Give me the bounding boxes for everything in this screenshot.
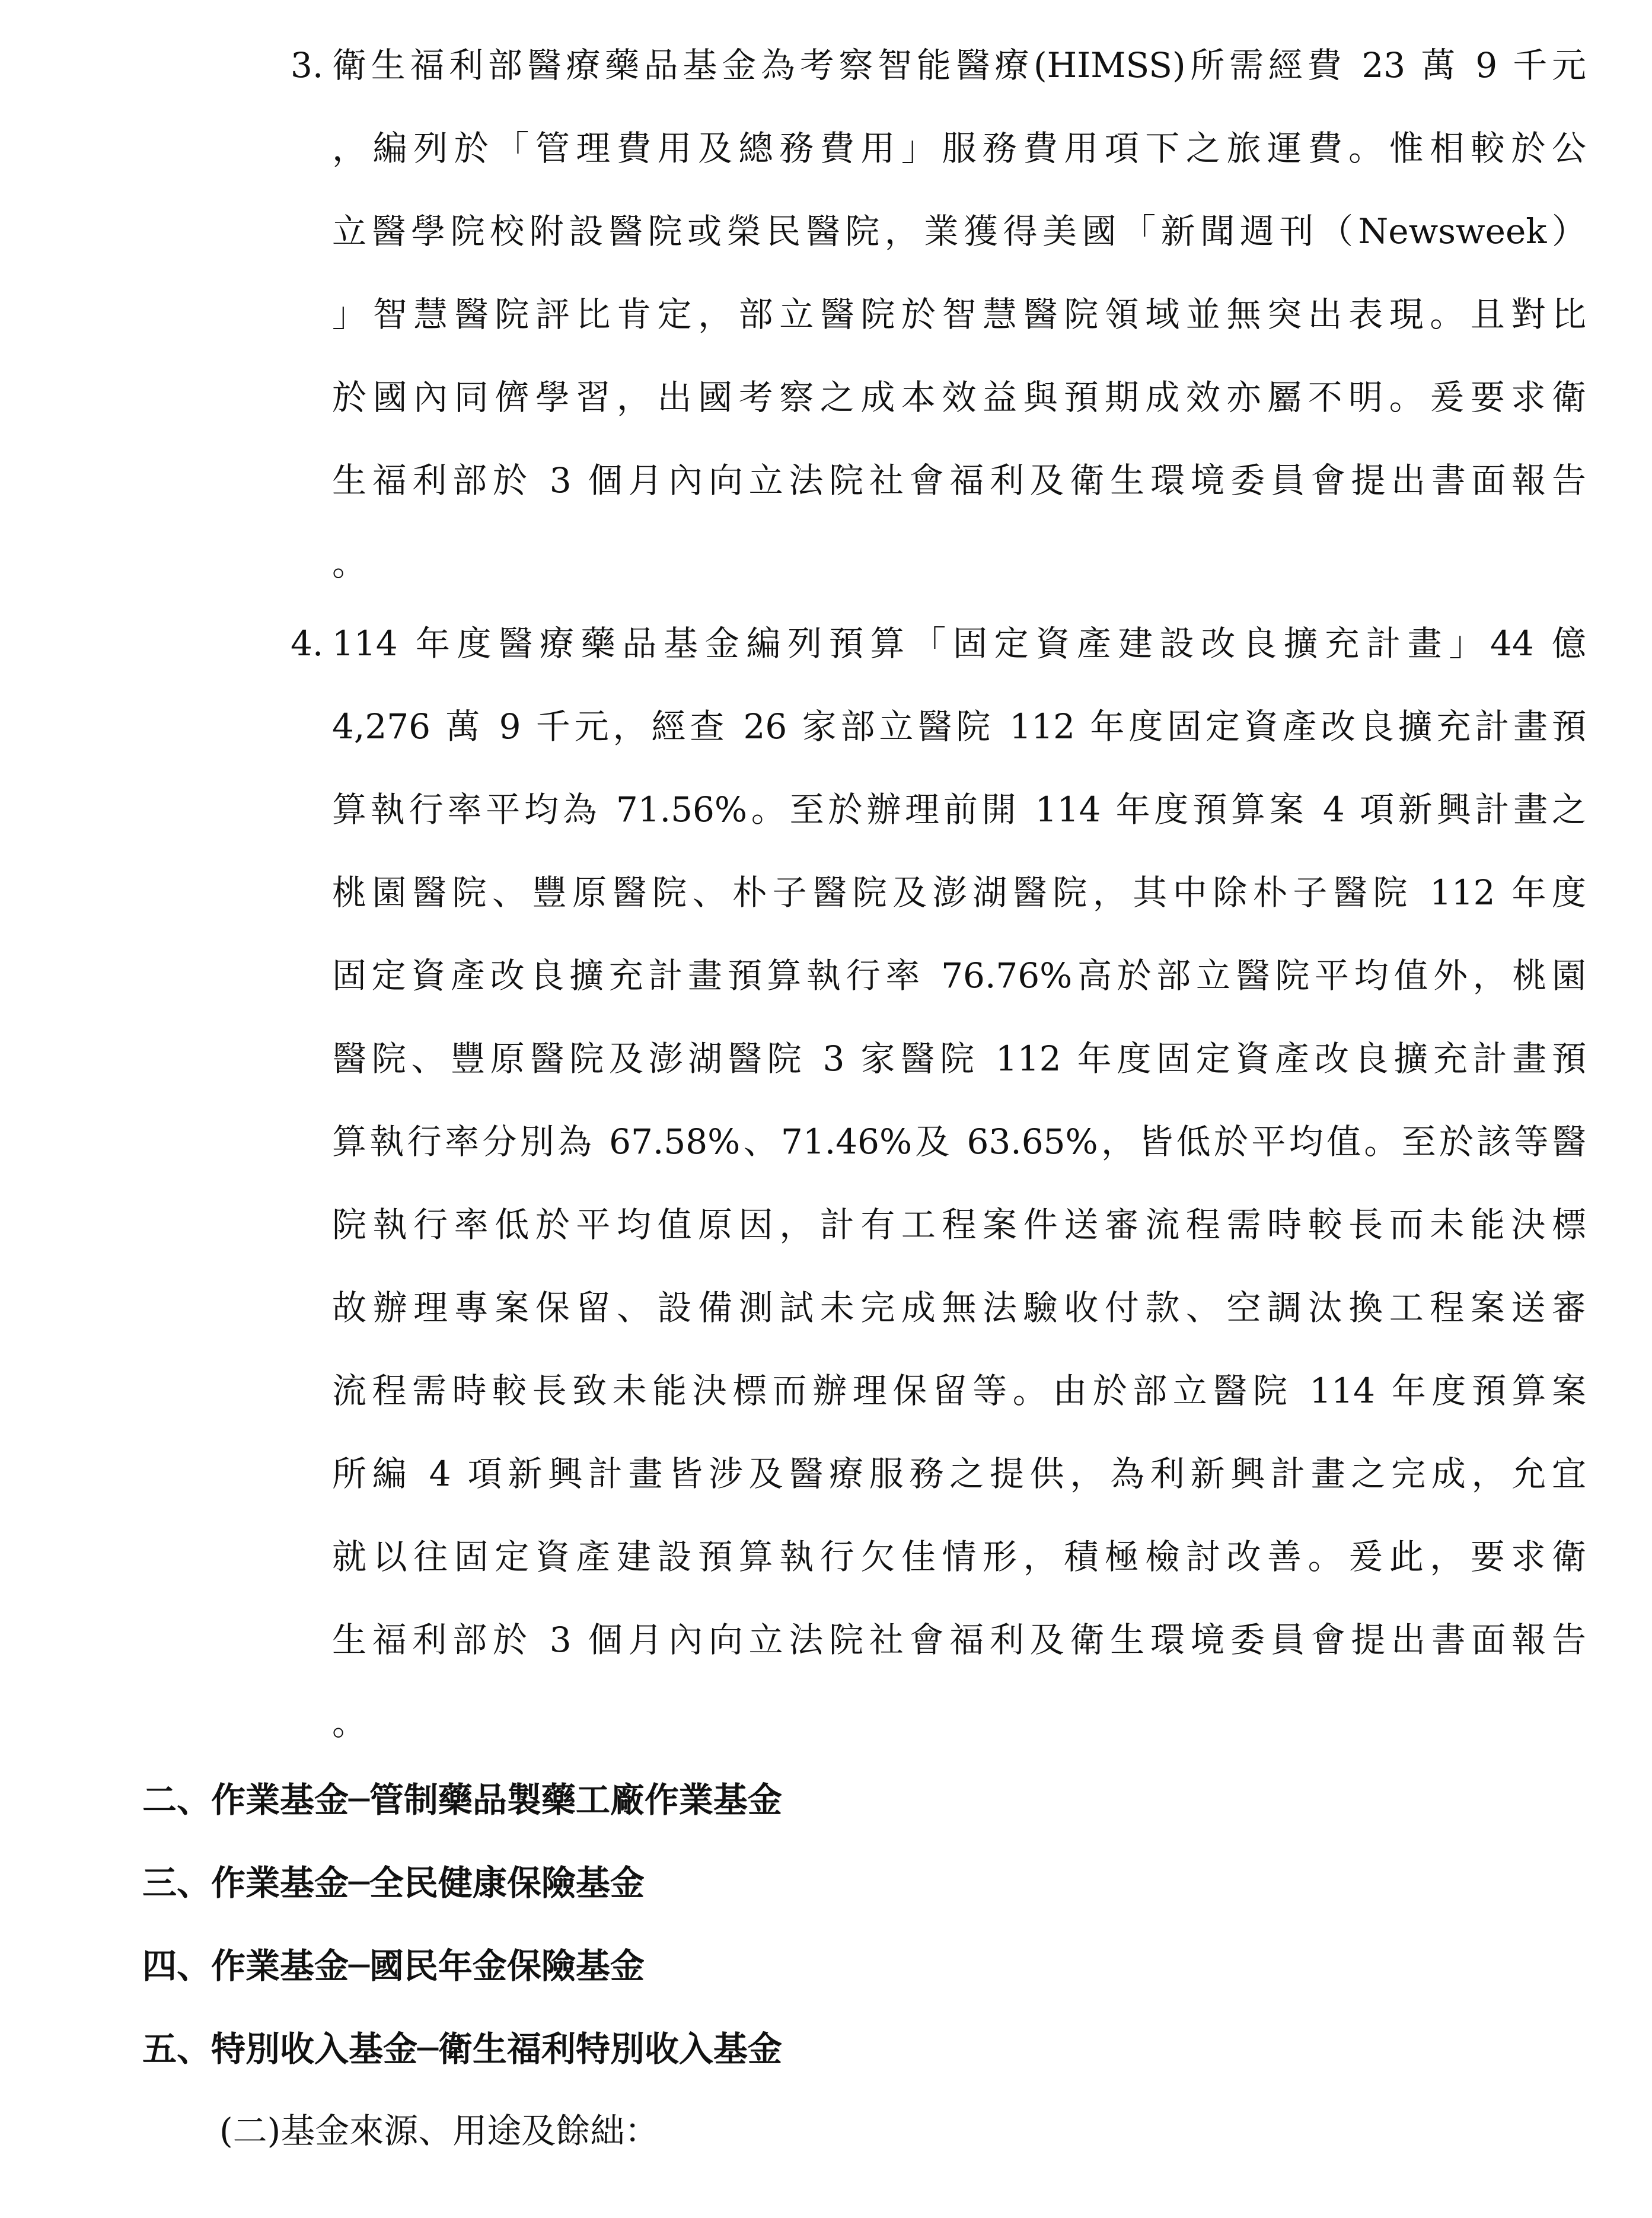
text-line: 桃園醫院、豐原醫院、朴子醫院及澎湖醫院，其中除朴子醫院 112 年度 bbox=[332, 872, 1586, 913]
text-line: 故辦理專案保留、設備測試未完成無法驗收付款、空調汰換工程案送審 bbox=[332, 1288, 1586, 1328]
text-line: 算執行率分別為 67.58%、71.46%及 63.65%，皆低於平均值。至於該等醫 bbox=[332, 1121, 1586, 1162]
resolution-item-3 bbox=[291, 24, 1586, 605]
text-line: 生福利部於 3 個月內向立法院社會福利及衛生環境委員會提出書面報告 bbox=[332, 460, 1586, 501]
text-line: 」智慧醫院評比肯定，部立醫院於智慧醫院領域並無突出表現。且對比 bbox=[332, 294, 1586, 334]
text-line: 固定資產改良擴充計畫預算執行率 76.76%高於部立醫院平均值外，桃園 bbox=[332, 955, 1586, 996]
text-line: 4,276 萬 9 千元，經查 26 家部立醫院 112 年度固定資產改良擴充計畫預 bbox=[332, 706, 1586, 747]
text-line: 於國內同儕學習，出國考察之成本效益與預期成效亦屬不明。爰要求衛 bbox=[332, 377, 1586, 418]
section-heading-4: 四、作業基金─國民年金保險基金 bbox=[142, 1946, 645, 1986]
section-heading-3: 三、作業基金─全民健康保險基金 bbox=[142, 1863, 645, 1903]
text-line: 。 bbox=[332, 543, 367, 584]
resolution-item-4 bbox=[291, 602, 1586, 1764]
text-line: ，編列於「管理費用及總務費用」服務費用項下之旅運費。惟相較於公 bbox=[332, 128, 1586, 168]
section-heading-5: 五、特別收入基金─衛生福利特別收入基金 bbox=[142, 2029, 782, 2069]
text-line: 就以往固定資產建設預算執行欠佳情形，積極檢討改善。爰此，要求衛 bbox=[332, 1537, 1586, 1577]
item-number: 3. bbox=[291, 45, 324, 85]
text-line: 立醫學院校附設醫院或榮民醫院，業獲得美國「新聞週刊（Newsweek） bbox=[332, 211, 1586, 251]
text-line: 114 年度醫療藥品基金編列預算「固定資產建設改良擴充計畫」44 億 bbox=[332, 623, 1586, 664]
text-line: 衛生福利部醫療藥品基金為考察智能醫療(HIMSS)所需經費 23 萬 9 千元 bbox=[332, 45, 1586, 85]
section-heading-2: 二、作業基金─管制藥品製藥工廠作業基金 bbox=[142, 1780, 782, 1820]
text-line: 院執行率低於平均值原因，計有工程案件送審流程需時較長而未能決標 bbox=[332, 1204, 1586, 1245]
text-line: 所編 4 項新興計畫皆涉及醫療服務之提供，為利新興計畫之完成，允宜 bbox=[332, 1454, 1586, 1494]
text-line: 算執行率平均為 71.56%。至於辦理前開 114 年度預算案 4 項新興計畫之 bbox=[332, 789, 1586, 830]
item-number: 4. bbox=[291, 623, 324, 664]
text-line: 。 bbox=[332, 1703, 367, 1743]
text-line: 醫院、豐原醫院及澎湖醫院 3 家醫院 112 年度固定資產改良擴充計畫預 bbox=[332, 1038, 1586, 1079]
text-line: 流程需時較長致未能決標而辦理保留等。由於部立醫院 114 年度預算案 bbox=[332, 1371, 1586, 1411]
text-line: 生福利部於 3 個月內向立法院社會福利及衛生環境委員會提出書面報告 bbox=[332, 1620, 1586, 1660]
subsection-heading: (二)基金來源、用途及餘絀： bbox=[219, 2111, 659, 2151]
